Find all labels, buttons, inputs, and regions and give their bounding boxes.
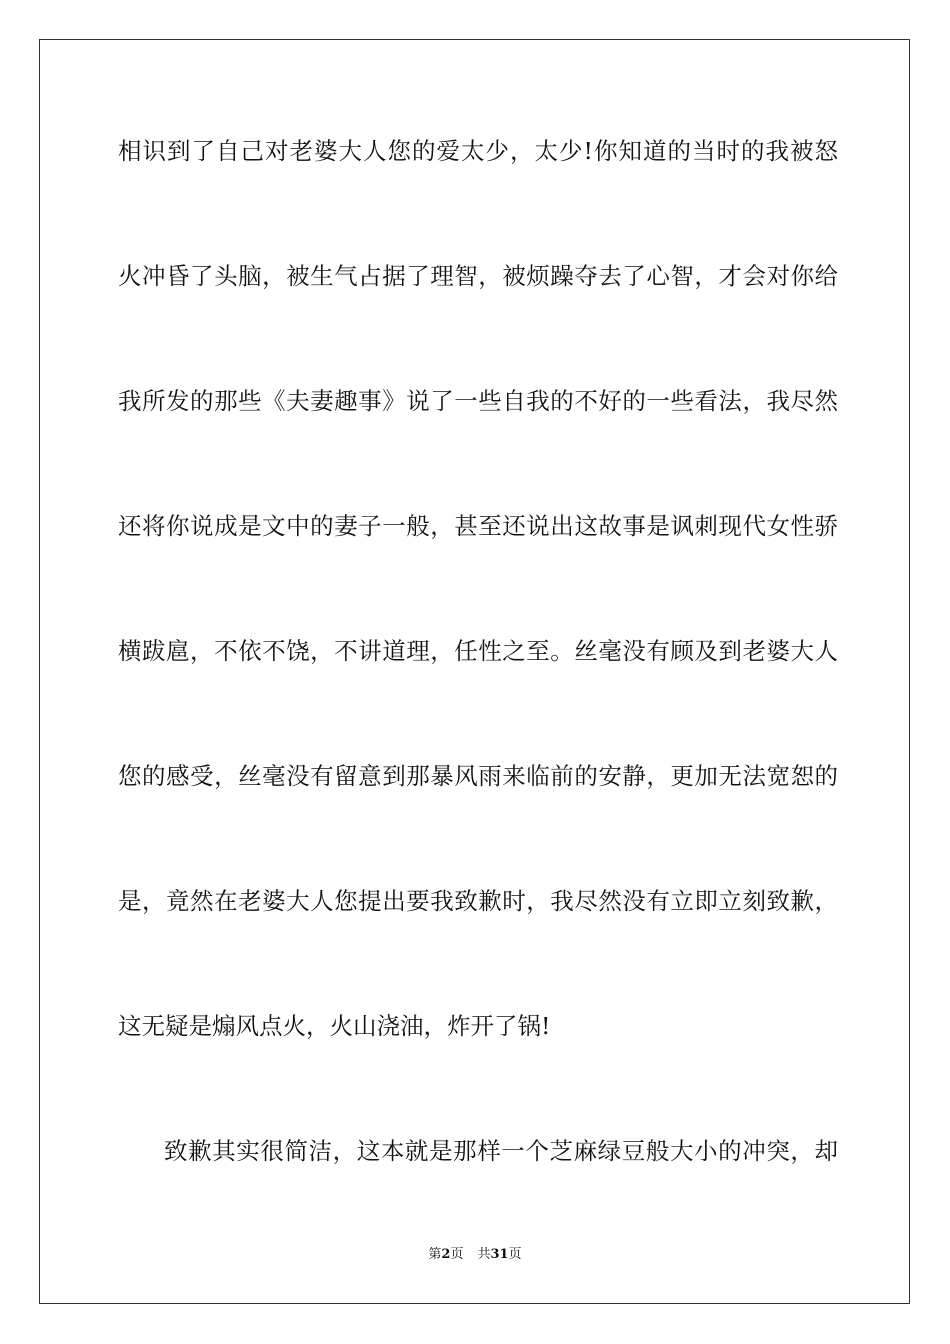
current-page-number: 2 [441,1247,451,1262]
page-label-suffix: 页 [450,1247,464,1262]
paragraph-line-2: 火冲昏了头脑，被生气占据了理智，被烦躁夺去了心智，才会对你给 [118,262,838,290]
paragraph-line-7: 是，竟然在老婆大人您提出要我致歉时，我尽然没有立即立刻致歉， [118,887,838,915]
page-label-prefix: 第 [428,1247,442,1262]
paragraph-line-3: 我所发的那些《夫妻趣事》说了一些自我的不好的一些看法，我尽然 [118,387,838,415]
paragraph-line-1: 相识到了自己对老婆大人您的爱太少，太少!你知道的当时的我被怒 [118,137,838,165]
paragraph-line-4: 还将你说成是文中的妻子一般，甚至还说出这故事是讽刺现代女性骄 [118,512,838,540]
paragraph-line-6: 您的感受，丝毫没有留意到那暴风雨来临前的安静，更加无法宽恕的 [118,762,838,790]
total-label-suffix: 页 [508,1247,522,1262]
total-pages-number: 31 [490,1247,509,1262]
paragraph-line-8: 这无疑是煽风点火，火山浇油，炸开了锅! [118,1012,551,1040]
page-footer [0,1246,950,1264]
total-label-prefix: 共 [477,1247,491,1262]
paragraph-line-9: 致歉其实很简洁，这本就是那样一个芝麻绿豆般大小的冲突，却 [164,1137,838,1165]
paragraph-line-5: 横跋扈，不依不饶，不讲道理，任性之至。丝毫没有顾及到老婆大人 [118,637,838,665]
page-border [39,39,910,1304]
